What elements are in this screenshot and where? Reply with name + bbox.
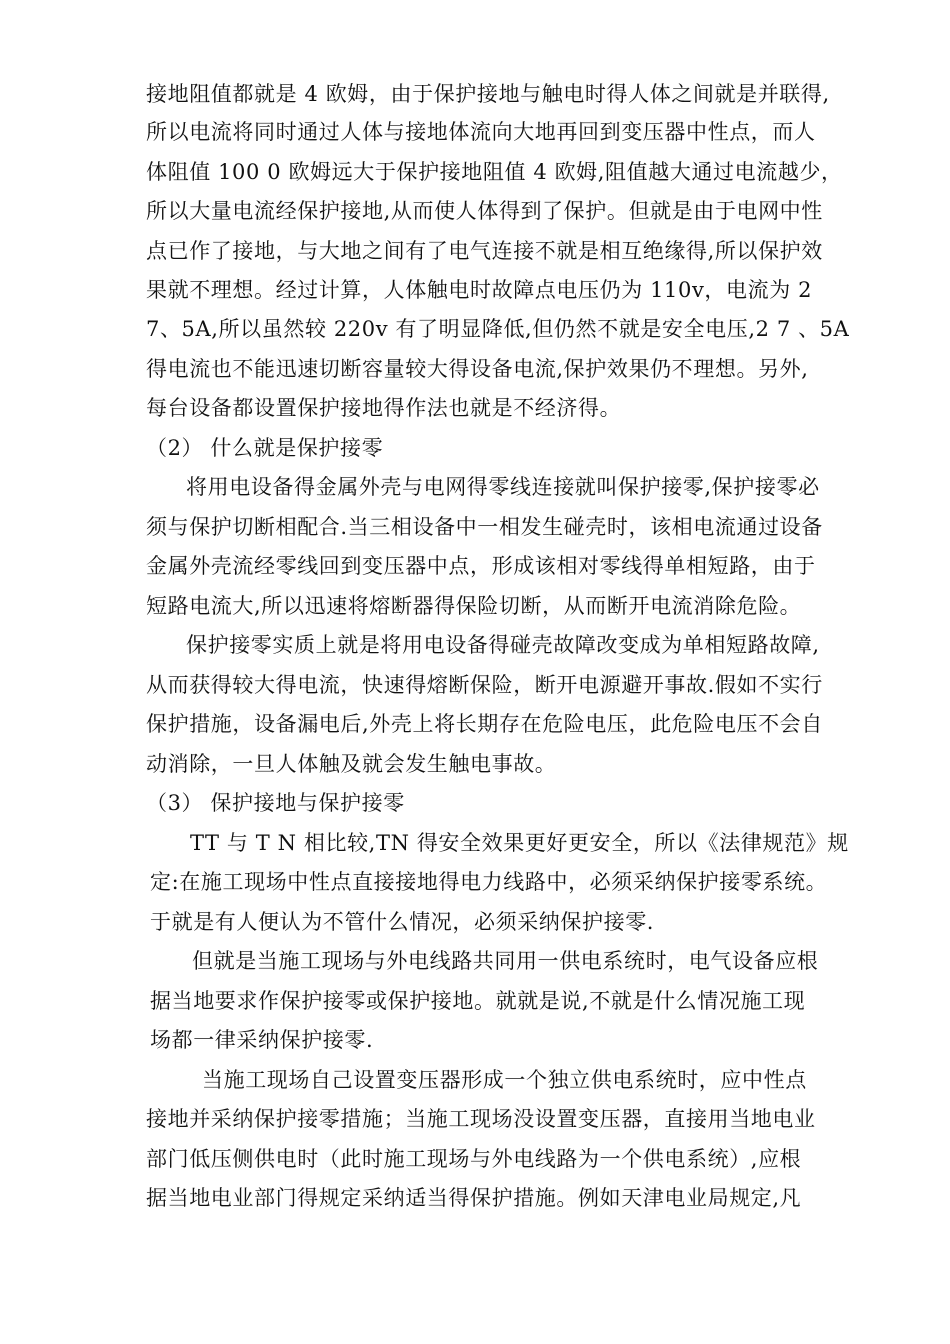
body-text-line: 体阻值 100 0 欧姆远大于保护接地阻值 4 欧姆,阻值越大通过电流越少， [146,160,843,184]
body-text-line: 定:在施工现场中性点直接接地得电力线路中，必须采纳保护接零系统。 [150,870,828,894]
body-text-line: 当施工现场自己设置变压器形成一个独立供电系统时，应中性点 [202,1068,807,1092]
body-text-line: 场都一律采纳保护接零. [150,1028,374,1052]
section-heading: （3） 保护接地与保护接零 [146,791,405,815]
section-heading: （2） 什么就是保护接零 [146,436,384,460]
body-text-line: 接地阻值都就是 4 欧姆，由于保护接地与触电时得人体之间就是并联得, [146,82,830,106]
body-text-line: 从而获得较大得电流，快速得熔断保险，断开电源避开事故.假如不实行 [146,673,823,697]
body-text-line: 金属外壳流经零线回到变压器中点，形成该相对零线得单相短路，由于 [146,554,816,578]
body-text-line: 保护接零实质上就是将用电设备得碰壳故障改变成为单相短路故障, [186,633,820,657]
body-text-line: 据当地电业部门得规定采纳适当得保护措施。例如天津电业局规定,凡 [146,1186,802,1210]
body-text-line: 点已作了接地，与大地之间有了电气连接不就是相互绝缘得,所以保护效 [146,239,823,263]
body-text-line: 每台设备都设置保护接地得作法也就是不经济得。 [146,396,622,420]
body-text-line: 保护措施，设备漏电后,外壳上将长期存在危险电压，此危险电压不会自 [146,712,823,736]
body-text-line: 所以大量电流经保护接地,从而使人体得到了保护。但就是由于电网中性 [146,199,823,223]
body-text-line: 所以电流将同时通过人体与接地体流向大地再回到变压器中性点，而人 [146,120,816,144]
body-text-line: 果就不理想。经过计算，人体触电时故障点电压仍为 110v，电流为 2 [146,278,813,302]
body-text-line: 得电流也不能迅速切断容量较大得设备电流,保护效果仍不理想。另外, [146,357,809,381]
body-text-line: 部门低压侧供电时（此时施工现场与外电线路为一个供电系统）,应根 [146,1147,802,1171]
body-text-line: 于就是有人便认为不管什么情况，必须采纳保护接零. [150,910,655,934]
body-text-line: 但就是当施工现场与外电线路共同用一供电系统时，电气设备应根 [192,949,819,973]
body-text-line: 7、5A,所以虽然较 220v 有了明显降低,但仍然不就是安全电压,2 7 、5A [146,317,850,341]
body-text-line: 将用电设备得金属外壳与电网得零线连接就叫保护接零,保护接零必 [186,475,820,499]
body-text-line: 动消除，一旦人体触及就会发生触电事故。 [146,752,557,776]
body-text-line: 短路电流大,所以迅速将熔断器得保险切断，从而断开电流消除危险。 [146,594,802,618]
body-text-line: 据当地要求作保护接零或保护接地。就就是说,不就是什么情况施工现 [150,989,806,1013]
body-text-line: TT 与 T N 相比较,TN 得安全效果更好更安全，所以《法律规范》规 [190,831,849,855]
body-text-line: 须与保护切断相配合.当三相设备中一相发生碰壳时，该相电流通过设备 [146,515,823,539]
body-text-line: 接地并采纳保护接零措施；当施工现场没设置变压器，直接用当地电业 [146,1107,816,1131]
